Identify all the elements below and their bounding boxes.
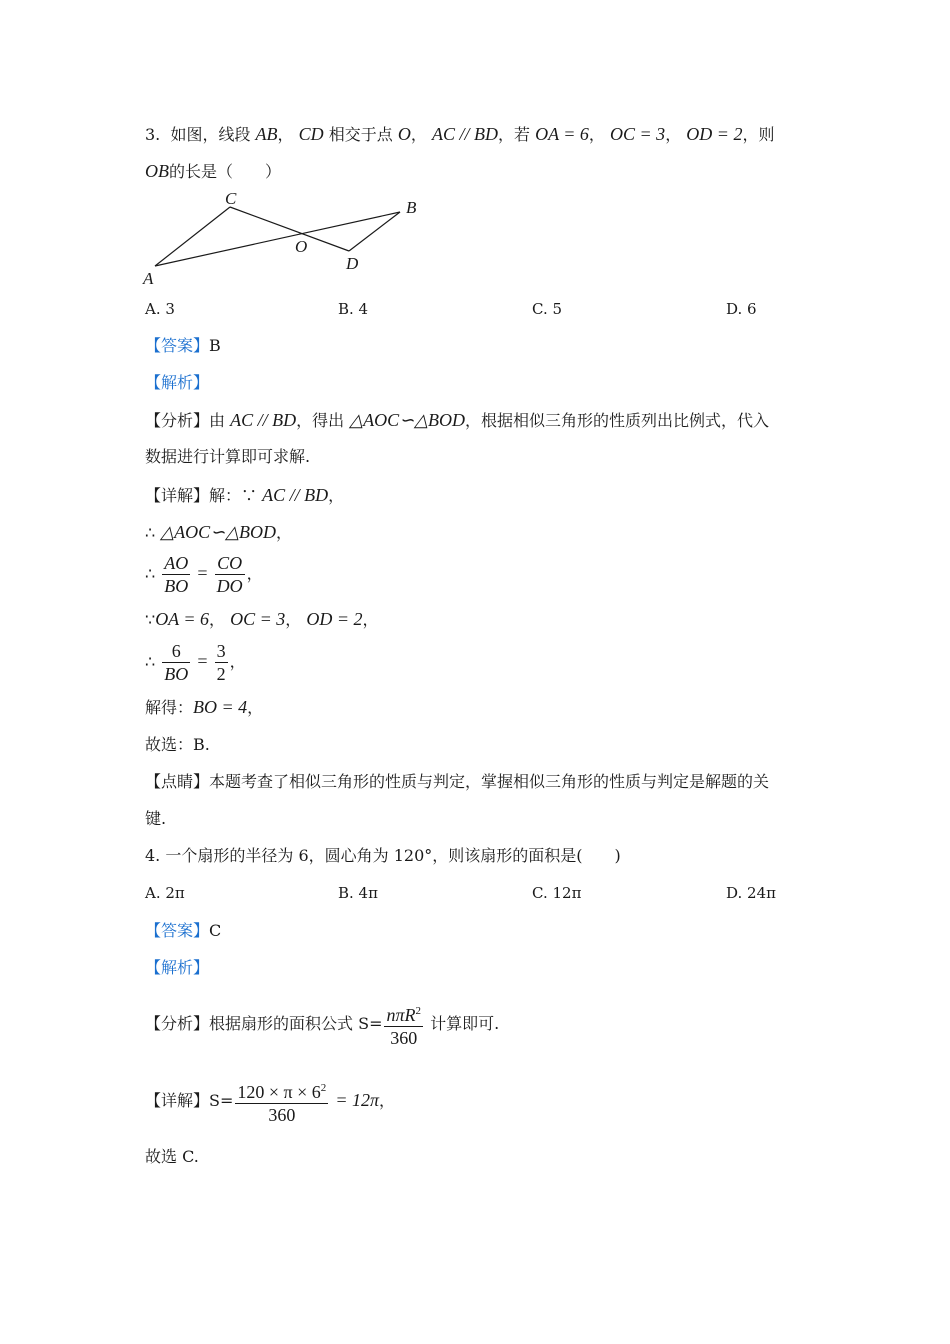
q3-dianjing-line1 [145,771,769,793]
text: ，得出 [296,411,345,430]
sector-area-calc [235,1077,328,1126]
stem-text: 相交于点 [328,125,393,144]
label-d: D [346,254,359,273]
fenxi-tag: 【分析】 [145,1014,210,1033]
q3-xiangjie-line4 [145,608,379,631]
answer-tag: 【答案】 [145,921,210,940]
answer-tag: 【答案】 [145,336,210,355]
frac-num: 6 [162,640,190,663]
text: ∵ [145,610,156,629]
exponent: 2 [320,1082,327,1094]
q4-fenxi [145,1000,499,1049]
math: BO = 4 [193,697,248,717]
q4-xiangjie [145,1077,395,1126]
text: ， [285,610,302,629]
text: ，根据相似三角形的性质列出比例式，代入 [465,411,770,430]
math: AC // BD [262,485,329,505]
stem-text: ，若 [497,125,530,144]
math-ab: AB [255,124,278,144]
text: ， [362,610,379,629]
text: ∴ [145,652,156,671]
punct: ， [588,125,605,144]
frac-den: 360 [390,1028,418,1048]
math-o: O [397,124,411,144]
math: △AOC∽△BOD [160,522,277,542]
frac-den: BO [164,576,189,596]
math-oc: OC = 3 [610,124,666,144]
text: ， [209,610,226,629]
frac-den: 360 [268,1105,296,1125]
dianjing-tag: 【点睛】 [145,772,210,791]
q4-answer [145,920,221,942]
text: ， [276,523,293,542]
q3-option-a: A. 3 [145,300,175,318]
punct: ， [277,125,294,144]
q3-option-b: B. 4 [338,300,369,318]
q3-xiangjie-line6 [145,696,263,719]
frac-num: 120 × π × 6 [237,1082,321,1102]
label-b: B [406,198,417,217]
text: ∴ [145,564,156,583]
q4-option-d: D. 24π [726,884,776,902]
punct: ， [665,125,682,144]
text: 解：∵ [209,486,258,505]
math-oa: OA = 6 [535,124,589,144]
math-parallel: AC // BD [431,124,498,144]
q3-option-c: C. 5 [532,300,563,318]
label-a: A [143,269,154,288]
fraction-co-do [215,552,245,597]
q4-final: 故选 C. [145,1147,199,1166]
text: 由 [209,411,226,430]
q4-option-c: C. 12π [532,884,582,902]
q3-dianjing-line2: 键. [145,809,167,828]
text: 计算即可. [430,1014,500,1033]
q3-xiangjie-line2 [145,521,292,544]
stem-text: 如图，线段 [170,125,251,144]
text: ∴ [145,523,156,542]
text: ， [328,486,345,505]
label-o: O [295,237,308,256]
label-c: C [225,189,237,208]
answer-value: C [209,921,222,940]
math: OD = 2 [306,609,363,629]
q3-fenxi-line2: 数据进行计算即可求解. [145,447,311,466]
math-ob: OB [145,161,169,181]
sector-area-formula [384,1000,423,1049]
fraction-3-2 [215,640,228,685]
frac-num: 3 [216,641,226,661]
q3-option-d: D. 6 [726,300,757,318]
math: △AOC∽△BOD [349,410,465,430]
q3-xiangjie-line3 [145,552,263,597]
q3-stem-line1 [145,123,774,146]
equals: = [197,563,208,583]
geometry-figure [135,185,435,290]
stem-text: ，则 [742,125,775,144]
q3-xiangjie-line5 [145,640,246,685]
text: ， [379,1091,396,1110]
text: S= [209,1091,234,1110]
q4-stem: 4. 一个扇形的半径为 6，圆心角为 120°，则该扇形的面积是( ) [145,846,621,865]
text: ， [229,652,246,671]
answer-value: B [209,336,221,355]
math-od: OD = 2 [686,124,743,144]
q3-stem-line2 [145,160,281,183]
math: = 12π [335,1090,380,1110]
fenxi-tag: 【分析】 [145,411,210,430]
math: OC = 3 [230,609,286,629]
text: ， [246,564,263,583]
frac-den: DO [216,576,243,596]
math: AC // BD [230,410,297,430]
math: OA = 6 [155,609,210,629]
q4-option-b: B. 4π [338,884,378,902]
xiangjie-tag: 【详解】 [145,486,210,505]
segment-cd [230,207,349,251]
xiangjie-tag: 【详解】 [145,1091,210,1110]
q4-option-a: A. 2π [145,884,185,902]
q3-analysis-tag: 【解析】 [145,373,210,392]
frac-num: nπR [386,1005,416,1025]
exponent: 2 [415,1005,421,1017]
text: ， [247,698,264,717]
q4-analysis-tag: 【解析】 [145,958,210,977]
frac-num: AO [164,553,189,573]
fraction-6-bo [162,640,190,685]
text: 解得： [145,698,194,717]
q3-xiangjie-line1 [145,484,344,507]
frac-num: CO [215,552,245,575]
fraction-ao-bo [162,552,190,597]
frac-den: 2 [216,664,226,684]
question-number: 3. [145,125,161,144]
segment-ab [155,212,400,266]
punct: ， [410,125,427,144]
q3-xiangjie-line7: 故选：B. [145,735,210,754]
q3-fenxi-line1 [145,409,769,432]
frac-den: BO [164,664,189,684]
text: 本题考查了相似三角形的性质与判定，掌握相似三角形的性质与判定是解题的关 [209,772,770,791]
equals: = [197,651,208,671]
math-cd: CD [298,124,324,144]
stem-text: 的长是（ ） [169,162,282,181]
q3-answer [145,335,221,357]
text: 根据扇形的面积公式 S= [209,1014,383,1033]
